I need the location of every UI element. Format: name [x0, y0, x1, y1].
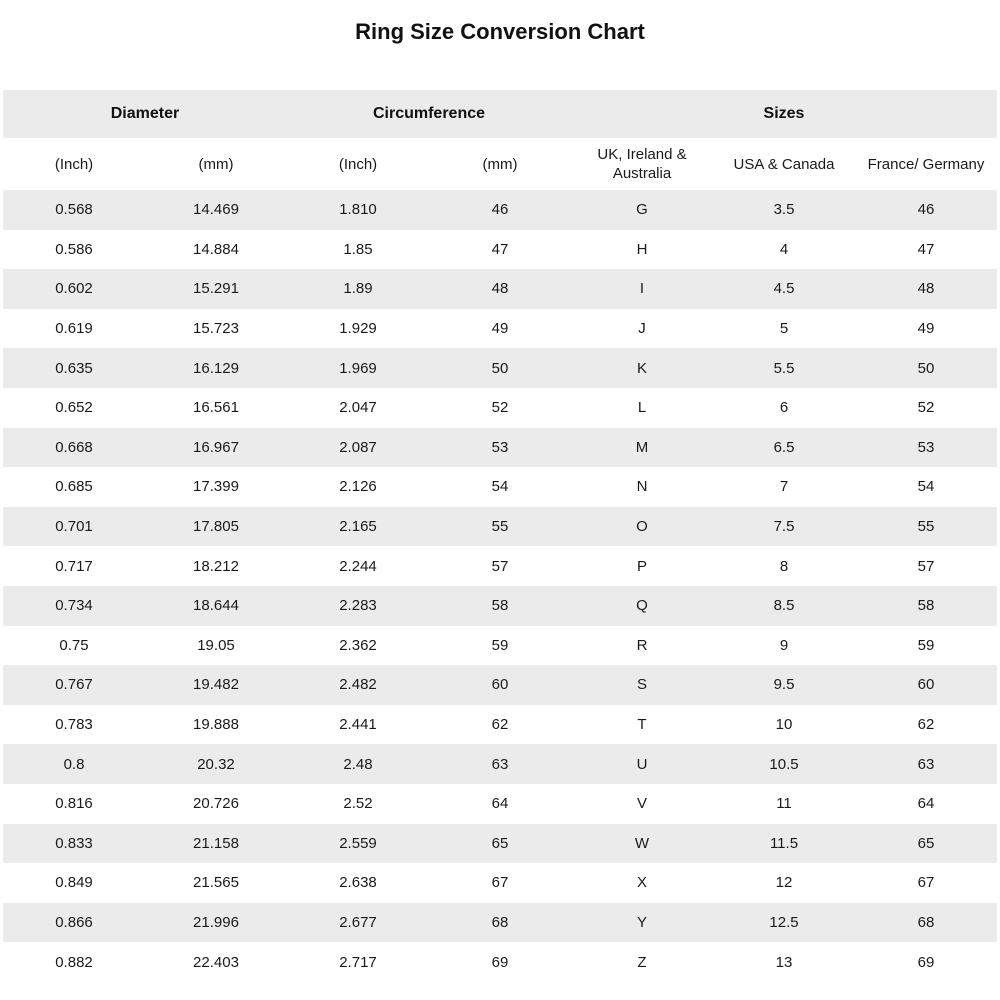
- table-cell: 21.996: [145, 903, 287, 943]
- table-cell: 3.5: [713, 190, 855, 230]
- table-cell: 48: [855, 269, 997, 309]
- table-cell: 68: [855, 903, 997, 943]
- table-row: [3, 388, 997, 428]
- table-cell: 46: [855, 190, 997, 230]
- table-cell: K: [571, 348, 713, 388]
- table-cell: 0.717: [3, 546, 145, 586]
- table-group-header-row: [3, 90, 997, 138]
- table-row: [3, 824, 997, 864]
- table-cell: 2.677: [287, 903, 429, 943]
- table-row: [3, 744, 997, 784]
- table-row: [3, 428, 997, 468]
- table-cell: U: [571, 744, 713, 784]
- table-row: [3, 586, 997, 626]
- table-body: [3, 190, 997, 982]
- table-cell: 13: [713, 942, 855, 982]
- table-cell: 1.89: [287, 269, 429, 309]
- table-cell: Y: [571, 903, 713, 943]
- table-cell: 0.882: [3, 942, 145, 982]
- table-cell: 9.5: [713, 665, 855, 705]
- table-cell: 4: [713, 230, 855, 270]
- table-cell: 65: [855, 824, 997, 864]
- table-cell: 59: [855, 626, 997, 666]
- table-cell: 53: [429, 428, 571, 468]
- table-cell: 16.129: [145, 348, 287, 388]
- table-cell: 0.849: [3, 863, 145, 903]
- table-cell: 10: [713, 705, 855, 745]
- table-cell: 2.52: [287, 784, 429, 824]
- table-cell: 1.929: [287, 309, 429, 349]
- table-cell: 0.586: [3, 230, 145, 270]
- table-cell: 47: [429, 230, 571, 270]
- table-cell: 62: [855, 705, 997, 745]
- table-cell: 2.482: [287, 665, 429, 705]
- table-cell: 53: [855, 428, 997, 468]
- table-cell: 1.85: [287, 230, 429, 270]
- table-row: [3, 863, 997, 903]
- table-row: [3, 348, 997, 388]
- table-cell: N: [571, 467, 713, 507]
- group-header-circumference: Circumference: [287, 90, 571, 138]
- table-cell: 0.619: [3, 309, 145, 349]
- table-cell: 49: [429, 309, 571, 349]
- table-row: [3, 903, 997, 943]
- table-cell: 64: [855, 784, 997, 824]
- table-cell: 0.685: [3, 467, 145, 507]
- table-cell: 2.087: [287, 428, 429, 468]
- table-cell: S: [571, 665, 713, 705]
- table-cell: 1.810: [287, 190, 429, 230]
- table-cell: 50: [855, 348, 997, 388]
- table-cell: 1.969: [287, 348, 429, 388]
- table-cell: H: [571, 230, 713, 270]
- subheader-circumference-inch: (Inch): [287, 138, 429, 190]
- table-cell: R: [571, 626, 713, 666]
- table-cell: 5.5: [713, 348, 855, 388]
- table-cell: Z: [571, 942, 713, 982]
- table-row: [3, 507, 997, 547]
- table-cell: 0.701: [3, 507, 145, 547]
- table-row: [3, 190, 997, 230]
- table-row: [3, 665, 997, 705]
- table-cell: 63: [855, 744, 997, 784]
- table-cell: 65: [429, 824, 571, 864]
- table-cell: 60: [855, 665, 997, 705]
- table-cell: 0.833: [3, 824, 145, 864]
- ring-size-table: [3, 90, 997, 982]
- subheader-diameter-inch: (Inch): [3, 138, 145, 190]
- table-cell: 52: [429, 388, 571, 428]
- table-cell: 55: [429, 507, 571, 547]
- table-cell: 6.5: [713, 428, 855, 468]
- table-cell: 0.652: [3, 388, 145, 428]
- table-cell: 2.717: [287, 942, 429, 982]
- table-cell: 6: [713, 388, 855, 428]
- table-cell: 57: [429, 546, 571, 586]
- table-cell: 2.638: [287, 863, 429, 903]
- table-cell: 69: [429, 942, 571, 982]
- table-cell: 14.469: [145, 190, 287, 230]
- table-cell: 18.212: [145, 546, 287, 586]
- table-cell: Q: [571, 586, 713, 626]
- table-cell: 68: [429, 903, 571, 943]
- table-cell: 69: [855, 942, 997, 982]
- table-cell: 14.884: [145, 230, 287, 270]
- table-cell: 2.283: [287, 586, 429, 626]
- table-row: [3, 309, 997, 349]
- table-cell: 47: [855, 230, 997, 270]
- table-cell: I: [571, 269, 713, 309]
- table-cell: 5: [713, 309, 855, 349]
- table-cell: 7.5: [713, 507, 855, 547]
- table-cell: 19.888: [145, 705, 287, 745]
- subheader-uk-ireland-australia: UK, Ireland & Australia: [571, 138, 713, 190]
- table-cell: 48: [429, 269, 571, 309]
- table-cell: 67: [429, 863, 571, 903]
- table-cell: 8.5: [713, 586, 855, 626]
- table-cell: V: [571, 784, 713, 824]
- table-row: [3, 269, 997, 309]
- group-header-sizes: Sizes: [571, 90, 997, 138]
- table-cell: 54: [429, 467, 571, 507]
- table-cell: 11.5: [713, 824, 855, 864]
- group-header-diameter: Diameter: [3, 90, 287, 138]
- table-cell: 12.5: [713, 903, 855, 943]
- table-cell: 18.644: [145, 586, 287, 626]
- table-cell: X: [571, 863, 713, 903]
- table-cell: M: [571, 428, 713, 468]
- table-cell: 58: [429, 586, 571, 626]
- table-cell: 16.967: [145, 428, 287, 468]
- table-cell: 15.723: [145, 309, 287, 349]
- table-row: [3, 942, 997, 982]
- table-cell: 54: [855, 467, 997, 507]
- table-cell: 15.291: [145, 269, 287, 309]
- table-cell: 0.635: [3, 348, 145, 388]
- subheader-france-germany: France/ Germany: [855, 138, 997, 190]
- table-cell: 49: [855, 309, 997, 349]
- table-cell: 20.32: [145, 744, 287, 784]
- table-cell: 46: [429, 190, 571, 230]
- table-row: [3, 626, 997, 666]
- table-cell: 64: [429, 784, 571, 824]
- table-cell: 2.559: [287, 824, 429, 864]
- table-cell: 63: [429, 744, 571, 784]
- table-cell: 0.668: [3, 428, 145, 468]
- table-cell: 9: [713, 626, 855, 666]
- table-cell: 0.816: [3, 784, 145, 824]
- table-cell: G: [571, 190, 713, 230]
- table-cell: 2.126: [287, 467, 429, 507]
- table-cell: 0.568: [3, 190, 145, 230]
- table-cell: 57: [855, 546, 997, 586]
- table-cell: 2.047: [287, 388, 429, 428]
- table-cell: 2.165: [287, 507, 429, 547]
- table-cell: 2.48: [287, 744, 429, 784]
- table-cell: 19.482: [145, 665, 287, 705]
- table-row: [3, 705, 997, 745]
- table-cell: 22.403: [145, 942, 287, 982]
- table-cell: 55: [855, 507, 997, 547]
- table-cell: O: [571, 507, 713, 547]
- table-cell: 0.75: [3, 626, 145, 666]
- table-cell: 60: [429, 665, 571, 705]
- table-cell: 10.5: [713, 744, 855, 784]
- page-title: Ring Size Conversion Chart: [355, 19, 645, 44]
- subheader-circumference-mm: (mm): [429, 138, 571, 190]
- table-cell: W: [571, 824, 713, 864]
- table-cell: 50: [429, 348, 571, 388]
- table-row: [3, 230, 997, 270]
- table-cell: 2.441: [287, 705, 429, 745]
- table-cell: 0.767: [3, 665, 145, 705]
- table-cell: J: [571, 309, 713, 349]
- table-cell: 17.805: [145, 507, 287, 547]
- table-cell: 62: [429, 705, 571, 745]
- table-cell: 11: [713, 784, 855, 824]
- table-cell: 8: [713, 546, 855, 586]
- table-cell: 2.244: [287, 546, 429, 586]
- table-cell: P: [571, 546, 713, 586]
- table-cell: 12: [713, 863, 855, 903]
- table-cell: T: [571, 705, 713, 745]
- table-cell: 0.866: [3, 903, 145, 943]
- table-cell: 0.783: [3, 705, 145, 745]
- table-cell: 58: [855, 586, 997, 626]
- table-row: [3, 784, 997, 824]
- table-cell: 0.8: [3, 744, 145, 784]
- table-cell: 19.05: [145, 626, 287, 666]
- subheader-diameter-mm: (mm): [145, 138, 287, 190]
- table-cell: 17.399: [145, 467, 287, 507]
- table-cell: 0.602: [3, 269, 145, 309]
- table-cell: 0.734: [3, 586, 145, 626]
- table-cell: 7: [713, 467, 855, 507]
- table-subheader-row: [3, 138, 997, 190]
- subheader-usa-canada: USA & Canada: [713, 138, 855, 190]
- table-cell: 2.362: [287, 626, 429, 666]
- table-cell: 4.5: [713, 269, 855, 309]
- table-cell: 67: [855, 863, 997, 903]
- table-cell: 59: [429, 626, 571, 666]
- table-cell: 52: [855, 388, 997, 428]
- table-cell: 21.158: [145, 824, 287, 864]
- table-header: [3, 90, 997, 190]
- table-cell: 16.561: [145, 388, 287, 428]
- table-cell: 21.565: [145, 863, 287, 903]
- table-cell: L: [571, 388, 713, 428]
- table-cell: 20.726: [145, 784, 287, 824]
- table-row: [3, 546, 997, 586]
- table-row: [3, 467, 997, 507]
